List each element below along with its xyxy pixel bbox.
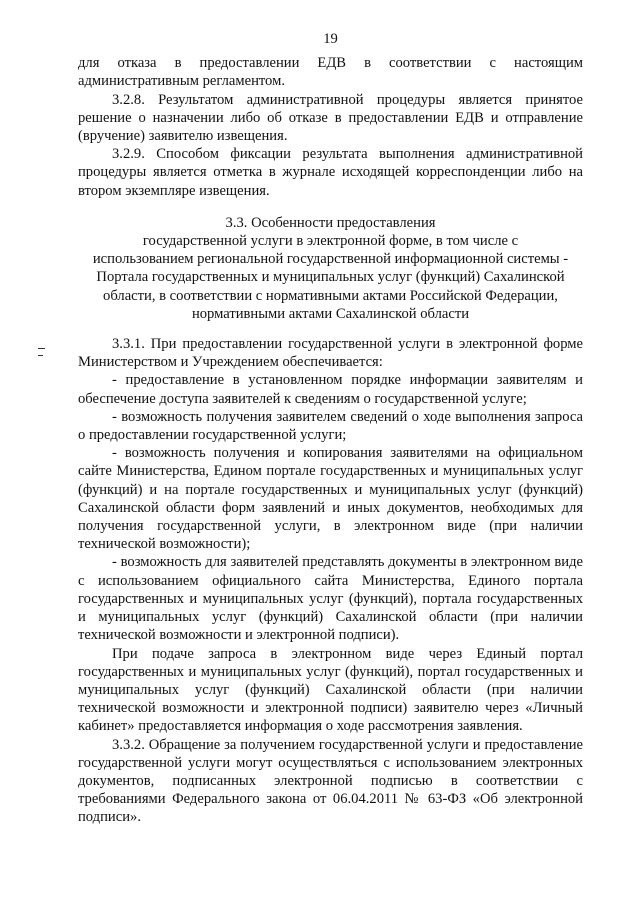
paragraph: 3.2.9. Способом фиксации результата выполнения административной процедуры является отметка в журнале исходящей корреспонденции либо на втором экземпляре извещения.	[78, 146, 583, 199]
paragraph: - возможность получения и копирования заявителями на официальном сайте Министерства, Едином портале государственных и муниципальных услуг (функций) и на портале государственных и муниципальных услуг (функций) Сахалинской области форм заявлений и иных документов, необходимых для получения государственной услуги, в электронном виде (при наличии технической возможности);	[78, 445, 583, 553]
heading-line: области, в соответствии с нормативными актами Российской Федерации,	[103, 287, 558, 304]
document-page	[78, 30, 583, 827]
paragraph: - возможность получения заявителем сведений о ходе выполнения запроса о предоставлении государственной услуги;	[78, 408, 583, 444]
heading-line: Портала государственных и муниципальных услуг (функций) Сахалинской	[96, 269, 565, 286]
heading-line: использованием региональной государственной информационной системы -	[92, 251, 569, 268]
paragraph: 3.3.2. Обращение за получением государственной услуги и предоставление государственной услуги могут осуществляться с использованием электронных документов, подписанных электронной подписью в соответствии с требованиями Федерального закона от 06.04.2011 № 63-ФЗ «Об электронной подписи».	[78, 736, 583, 826]
paragraph: - возможность для заявителей представлять документы в электронном виде с использованием официального сайта Министерства, Единого портала государственных и муниципальных услуг (функций), портала государственных и муниципальных услуг (функций) Сахалинской области (при наличии технической возможности и электронной подписи).	[78, 554, 583, 644]
scan-mark	[38, 355, 43, 356]
heading-line: государственной услуги в электронной форме, в том числе с	[142, 233, 519, 250]
page-number: 19	[323, 31, 338, 47]
section-heading	[78, 214, 583, 323]
paragraph: 3.3.1. При предоставлении государственной услуги в электронной форме Министерством и Учреждением обеспечивается:	[78, 336, 583, 371]
paragraphs-bottom	[78, 335, 583, 826]
paragraph: - предоставление в установленном порядке информации заявителям и обеспечение доступа заявителей к сведениям о государственной услуге;	[78, 372, 583, 407]
heading-line: 3.3. Особенности предоставления	[225, 214, 436, 231]
paragraph: При подаче запроса в электронном виде через Единый портал государственных и муниципальных услуг (функций), портал государственных и муниципальных услуг (функций) Сахалинской области (при наличии технической возможности и электронной подписи) заявителю через «Личный кабинет» предоставляется информация о ходе рассмотрения заявления.	[78, 645, 583, 735]
scan-mark	[38, 348, 45, 349]
paragraphs-top	[78, 54, 583, 200]
paragraph: для отказа в предоставлении ЕДВ в соответствии с настоящим административным регламентом.	[78, 55, 583, 90]
paragraph: 3.2.8. Результатом административной процедуры является принятое решение о назначении либо об отказе в предоставлении ЕДВ и отправление (вручение) заявителю извещения.	[78, 91, 583, 145]
heading-line: нормативными актами Сахалинской области	[191, 305, 470, 322]
